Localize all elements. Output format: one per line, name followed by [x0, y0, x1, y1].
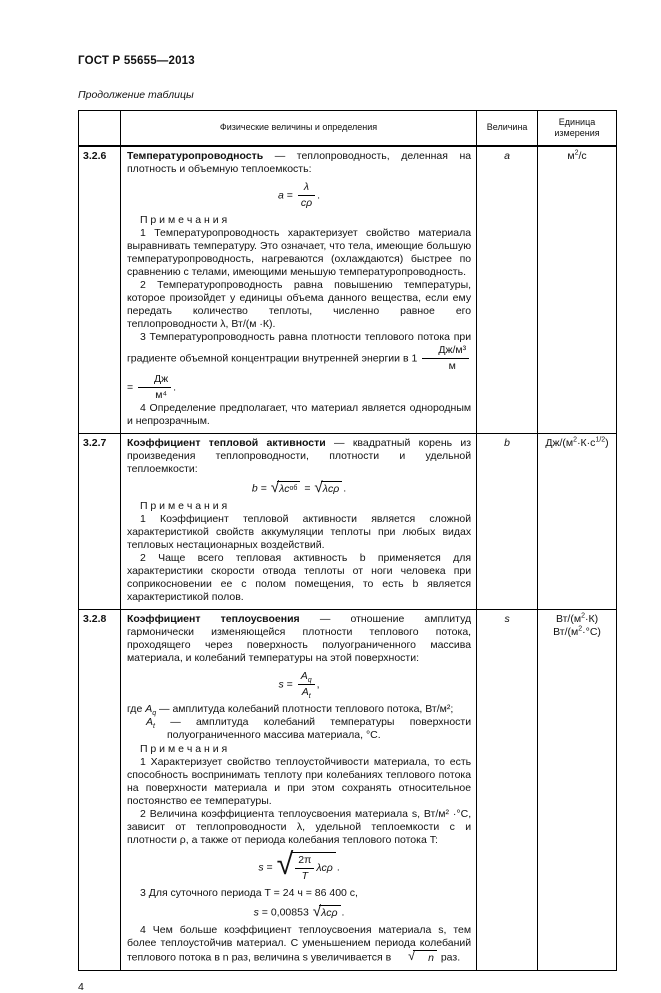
notes-heading: П р и м е ч а н и я	[139, 499, 228, 512]
fraction: $\frac{2\pi}{T}$	[295, 854, 314, 883]
fraction: $\frac{\lambda}{c\rho}$	[298, 181, 315, 210]
square-root: √ n	[395, 950, 437, 965]
note-2: 2 Температуропроводность равна повышению температуры, которое произойдет у единицы объема данного вещества, если ему передать количество теплоты, численно равное его теплопроводности λ, Вт/(м ·К).	[126, 278, 472, 330]
fraction: $\frac{Дж}{\text{м⁴}}$	[138, 373, 171, 402]
table-header-row	[79, 111, 617, 146]
unit-cell: $Дж/(м^2\cdot К\cdot с^{1/2})$	[538, 433, 617, 609]
definition-cell	[120, 433, 476, 609]
row-number-cell: 3.2.8	[79, 609, 121, 970]
col-header-quantity: Величина	[477, 111, 538, 146]
col-header-unit: Единица измерения	[538, 111, 617, 146]
unit-cell: $Вт/(м^2\cdot К)$ $Вт/(м^2\cdot^\circ С)$	[538, 609, 617, 970]
definition-text: Коэффициент тепловой активности — квадратный корень из произведения теплопроводности, плотности и удельной теплоемкости:	[126, 436, 472, 475]
note-3: 3 Для суточного периода T = 24 ч = 86 400 с,	[139, 886, 358, 899]
table-row-3-2-8	[79, 609, 617, 970]
quantity-cell: s	[477, 609, 538, 970]
definition-text: Коэффициент теплоусвоения — отношение амплитуд гармонически изменяющейся плотности теплового потока, проходящего через поверхность полуограниченного массива материала, и колебаний температуры на этой поверхности:	[126, 612, 472, 664]
row-number-cell: 3.2.7	[79, 433, 121, 609]
note-2: 2 Чаще всего тепловая активность b применяется для характеристики скорости отвода теплоты от ноги человека при соприкосновении ее с полом помещения, то есть b является характеристикой полов.	[126, 551, 472, 603]
note-2: 2 Величина коэффициента теплоусвоения материала s, Вт/м² ·°С, зависит от теплопроводности λ, удельной теплоемкости c и плотности ρ, а также от периода колебания теплового потока T:	[126, 807, 472, 846]
definition-cell	[120, 609, 476, 970]
quantity-cell: a	[477, 146, 538, 434]
note-4: 4 Определение предполагает, что материал является однородным и непрозрачным.	[126, 401, 472, 427]
note-4: 4 Чем больше коэффициент теплоусвоения материала s, тем более теплоустойчив материал. С уменьшением периода колебаний теплового потока в n раз, величина s увеличивается в √ n раз.	[126, 923, 472, 964]
notes-heading: П р и м е ч а н и я	[139, 213, 228, 226]
note-1: 1 Коэффициент тепловой активности является сложной характеристикой свойств аккумуляции теплоты при любых видах тепловых нестационарных воздействий.	[126, 512, 472, 551]
fraction: $\frac{\text{Дж/м³}}{м}$	[422, 344, 469, 373]
formula-thermal-activity: b = √ λc об = √ λcρ .	[251, 478, 347, 496]
notes-heading: П р и м е ч а н и я	[139, 742, 228, 755]
page-number: 4	[78, 980, 84, 993]
formula-heat-absorption: s = $\frac{A_q}{A_t}$ ,	[278, 669, 320, 700]
square-root: √ λcρ	[314, 481, 342, 496]
col-header-definitions: Физические величины и определения	[120, 111, 476, 146]
square-root: √ λcρ	[313, 905, 341, 920]
table-caption: Продолжение таблицы	[78, 89, 194, 101]
table-row-3-2-7	[79, 433, 617, 609]
note-1: 1 Температуропроводность характеризует свойство материала выравнивать температуру. Это означает, что тела, имеющие большую температуропроводность, нагреваются (охлаждаются) быстрее по сравнению с телами, имеющими меньшую температуропроводность.	[126, 226, 472, 278]
fraction: $\frac{A_q}{A_t}$	[298, 670, 315, 699]
formula-heat-absorption-period: s = √ $\frac{2\pi}{T}$ λcρ .	[258, 846, 340, 882]
square-root: √ $\frac{2\pi}{T}$ λcρ	[277, 852, 336, 883]
doc-title: ГОСТ Р 55655—2013	[78, 55, 195, 67]
note-3: 3 Температуропроводность равна плотности теплового потока при градиенте объемной концентрации внутренней энергии в 1 $\frac{\text{Дж/м³}}{м}$ = $\frac{Дж}{\text{м⁴}}$ .	[126, 330, 472, 401]
where-line-2: $A_t$ — амплитуда колебаний температуры поверхности полуограниченного массива материала, °С.	[145, 715, 472, 741]
square-root: √ λc об	[271, 481, 301, 496]
formula-daily-period: s = 0,00853 √ λcρ .	[253, 902, 345, 920]
definition-cell	[120, 146, 476, 434]
physical-quantities-table	[78, 110, 617, 971]
definition-text: Температуропроводность — теплопроводность, деленная на плотность и объемную теплоемкость:	[126, 149, 472, 175]
quantity-cell: b	[477, 433, 538, 609]
formula-thermal-diffusivity: a = $\frac{\lambda}{c\rho}$ .	[278, 180, 321, 209]
table-row-3-2-6	[79, 146, 617, 434]
col-header-number	[79, 111, 121, 146]
where-line-1: где $A_q$ — амплитуда колебаний плотности теплового потока, Вт/м²;	[126, 702, 454, 717]
row-number-cell: 3.2.6	[79, 146, 121, 434]
note-1: 1 Характеризует свойство теплоустойчивости материала, то есть способность воспринимать теплоту при колебаниях теплового потока на поверхности материала и при этом сохранять относительное постоянство ее температуры.	[126, 755, 472, 807]
unit-cell: $м^2/с$	[538, 146, 617, 434]
